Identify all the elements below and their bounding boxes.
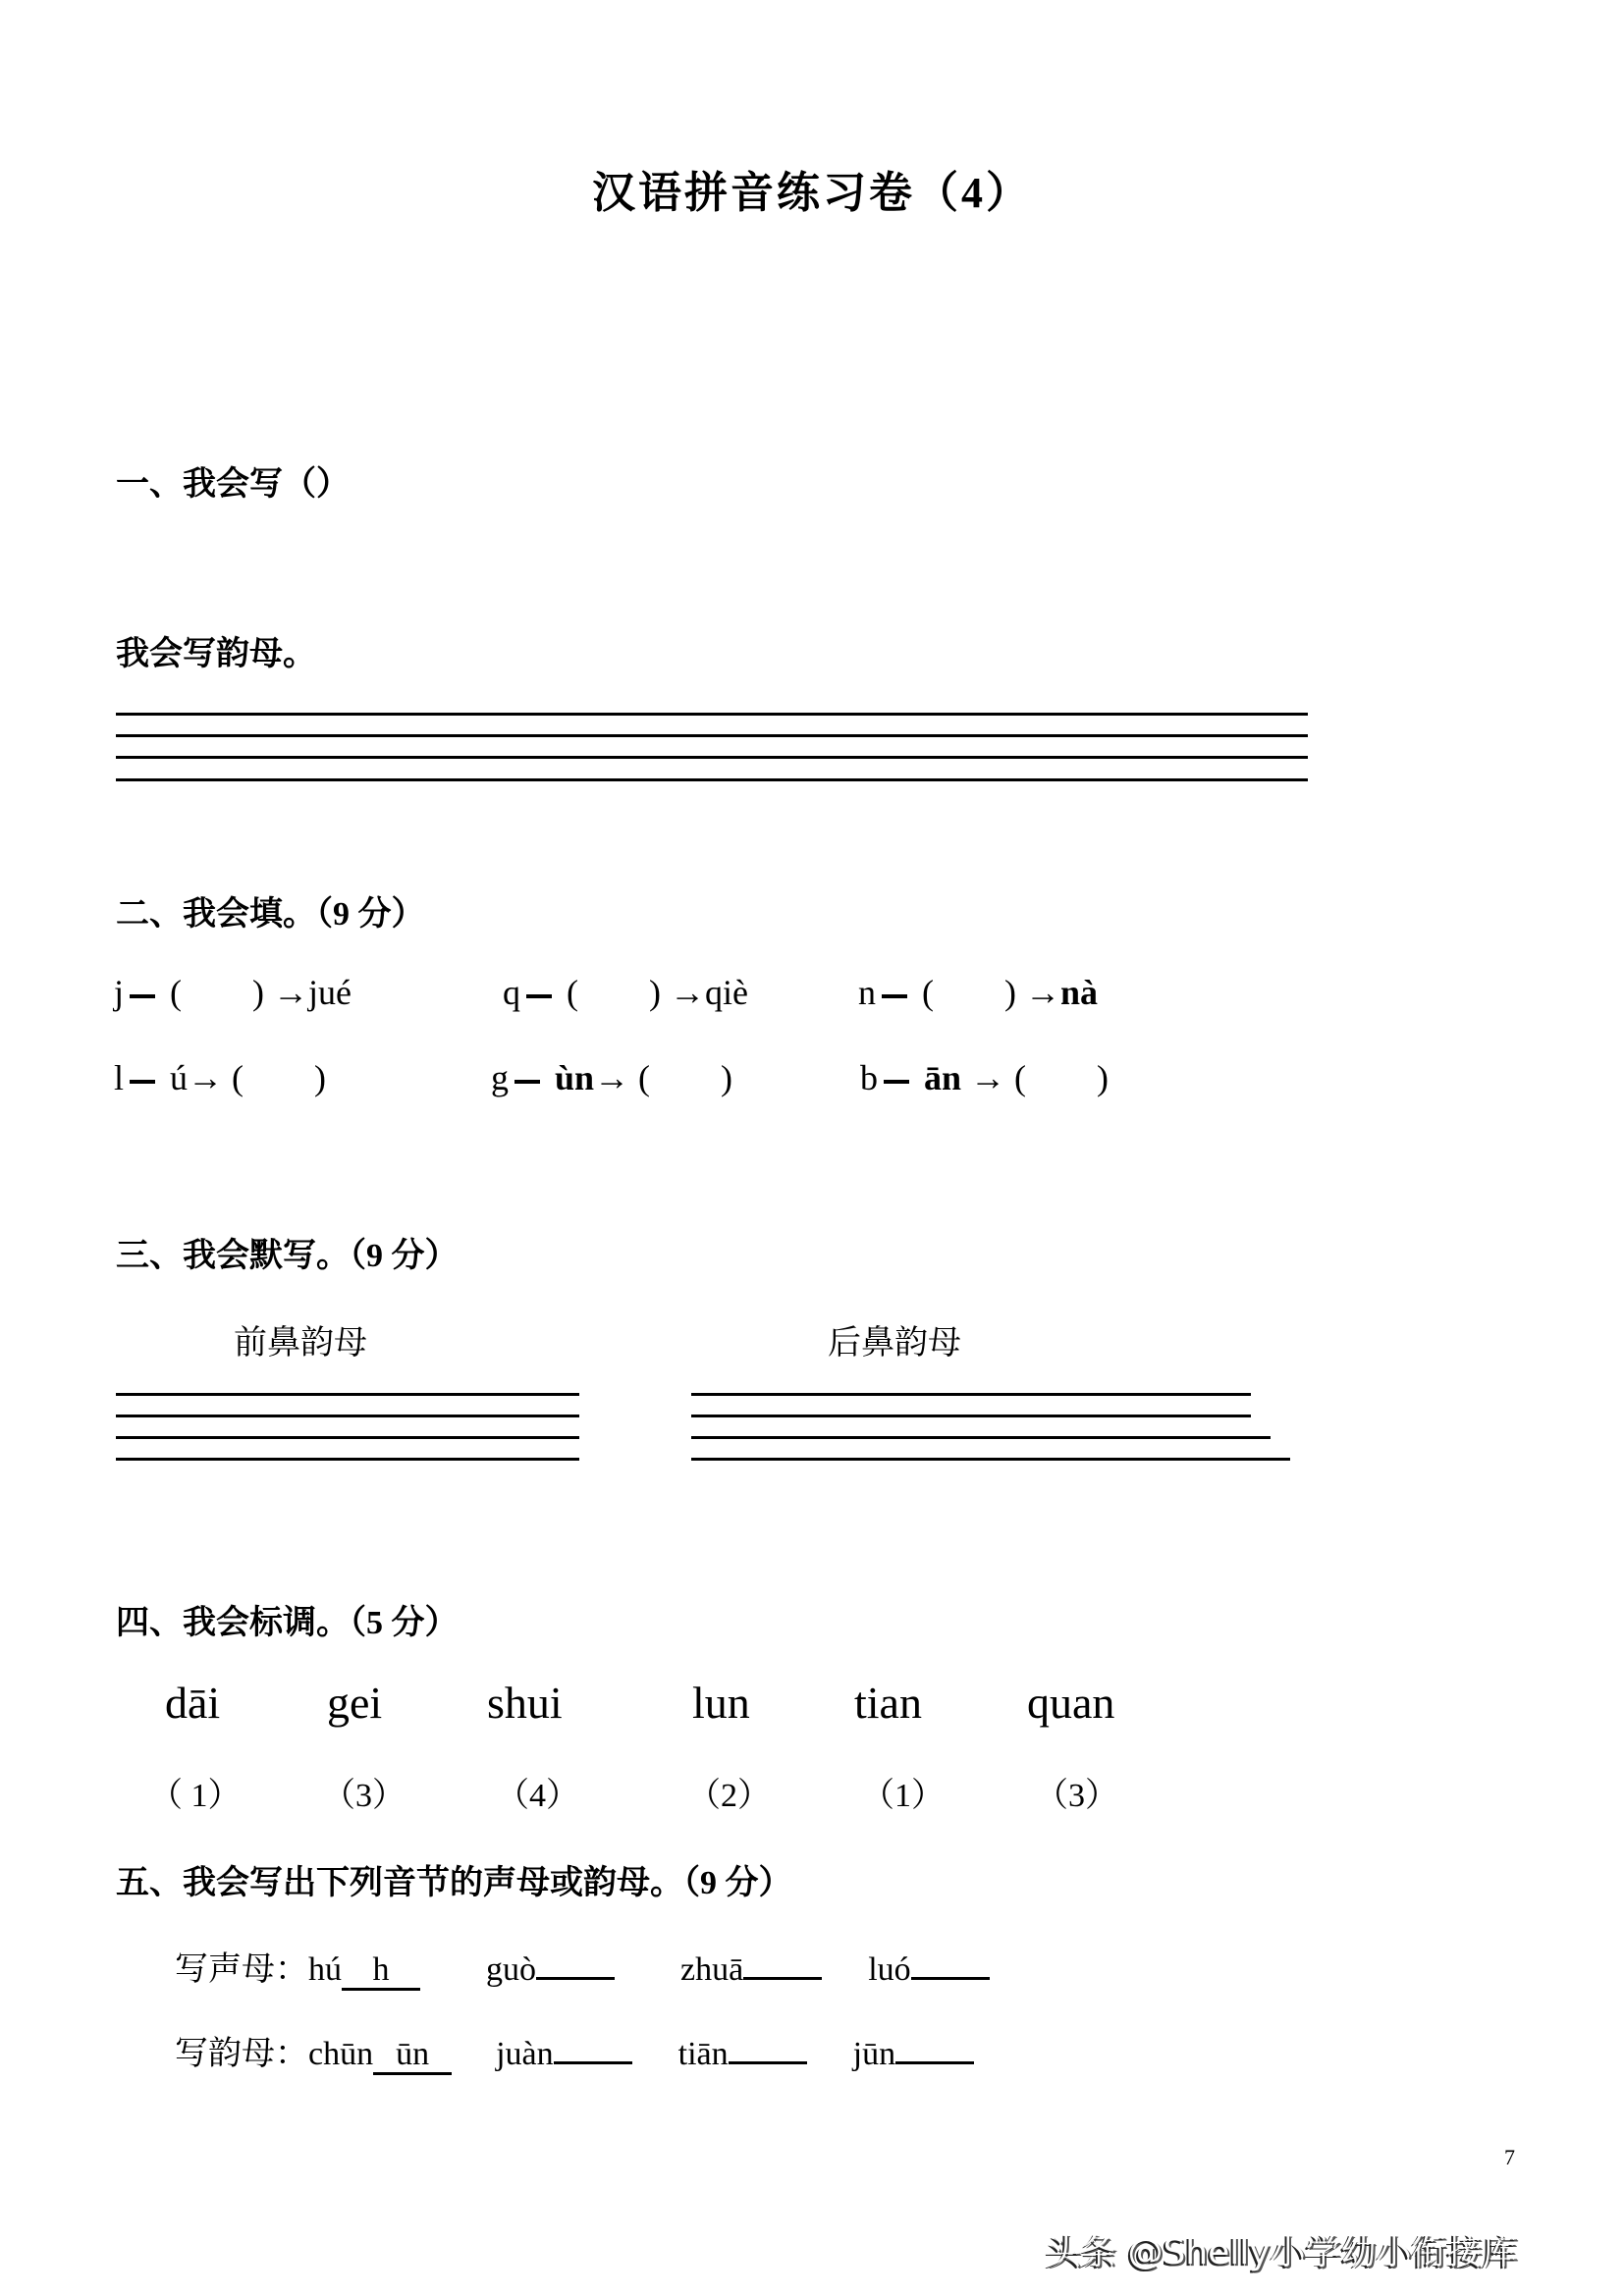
final: ān bbox=[924, 1058, 962, 1097]
writing-line bbox=[691, 1436, 1271, 1439]
writing-line bbox=[116, 1436, 579, 1439]
syllable: luó bbox=[868, 1951, 911, 1988]
dash-icon bbox=[882, 994, 907, 998]
writing-line bbox=[691, 1415, 1251, 1417]
initial: g bbox=[491, 1058, 509, 1097]
dash-icon bbox=[130, 994, 155, 998]
dash-icon bbox=[526, 994, 552, 998]
section2-heading: 二、我会填。（9 分） bbox=[116, 896, 425, 933]
fill-item bbox=[491, 1057, 732, 1098]
arrow-icon: → bbox=[669, 973, 705, 1012]
writing-line bbox=[116, 756, 1308, 759]
answer-blank[interactable] bbox=[536, 1977, 615, 1980]
answer-blank[interactable] bbox=[743, 1977, 822, 1980]
section1-subheading: 我会写韵母。 bbox=[116, 636, 316, 672]
result: qiè bbox=[704, 973, 748, 1012]
dash-icon bbox=[884, 1080, 909, 1084]
section3-heading: 三、我会默写。（9 分） bbox=[116, 1238, 459, 1274]
tone-number: （4） bbox=[496, 1778, 579, 1814]
tone-syllable: shui bbox=[487, 1678, 563, 1728]
answer-blank[interactable]: ( ) bbox=[170, 973, 264, 1012]
writing-line bbox=[116, 734, 1308, 737]
arrow-icon: → bbox=[188, 1058, 224, 1097]
arrow-icon: → bbox=[273, 973, 308, 1012]
result: jué bbox=[308, 973, 352, 1012]
arrow-icon: → bbox=[970, 1058, 1006, 1097]
initial: j bbox=[114, 973, 125, 1012]
finals-label: 写韵母： bbox=[175, 2036, 308, 2072]
answer-blank[interactable]: ūn bbox=[373, 2036, 452, 2075]
section4-heading: 四、我会标调。（5 分） bbox=[116, 1605, 459, 1641]
fill-item bbox=[858, 972, 1098, 1013]
writing-line bbox=[116, 1458, 579, 1461]
answer-blank[interactable] bbox=[554, 2061, 632, 2064]
back-nasal-label: 后鼻韵母 bbox=[828, 1325, 961, 1362]
syllable: zhuā bbox=[680, 1951, 744, 1988]
tone-syllable: dāi bbox=[165, 1678, 221, 1728]
finals-row bbox=[175, 2026, 974, 2075]
arrow-icon: → bbox=[1024, 973, 1060, 1012]
tone-syllable: tian bbox=[854, 1678, 922, 1728]
final: ùn bbox=[555, 1058, 595, 1097]
answer-blank[interactable] bbox=[911, 1977, 990, 1980]
initials-label: 写声母： bbox=[175, 1951, 308, 1988]
section5-heading: 五、我会写出下列音节的声母或韵母。（9 分） bbox=[116, 1865, 792, 1901]
writing-line bbox=[116, 1415, 579, 1417]
page-number: 7 bbox=[1504, 2145, 1515, 2169]
tone-syllable: gei bbox=[327, 1678, 383, 1728]
initial: q bbox=[503, 973, 520, 1012]
tone-number: （1） bbox=[861, 1778, 945, 1814]
section1-heading: 一、我会写（） bbox=[116, 466, 350, 503]
fill-item bbox=[503, 972, 748, 1013]
initial: n bbox=[858, 973, 876, 1012]
answer-blank[interactable]: ( ) bbox=[232, 1058, 326, 1097]
writing-line bbox=[116, 778, 1308, 781]
watermark: 头条 @Shelly小学幼小衔接库 bbox=[1046, 2232, 1518, 2272]
syllable: juàn bbox=[496, 2036, 554, 2072]
answer-blank[interactable]: h bbox=[342, 1951, 420, 1991]
arrow-icon: → bbox=[594, 1058, 630, 1097]
syllable: tiān bbox=[677, 2036, 729, 2072]
syllable: guò bbox=[486, 1951, 536, 1988]
syllable: jūn bbox=[852, 2036, 896, 2072]
writing-line bbox=[691, 1458, 1290, 1461]
initial: l bbox=[114, 1058, 125, 1097]
front-nasal-label: 前鼻韵母 bbox=[234, 1325, 367, 1362]
initials-row bbox=[175, 1942, 990, 1991]
tone-syllable: lun bbox=[692, 1678, 750, 1728]
final: ú bbox=[170, 1058, 189, 1097]
tone-number: （3） bbox=[1035, 1778, 1118, 1814]
answer-blank[interactable]: ( ) bbox=[567, 973, 661, 1012]
syllable: hú bbox=[308, 1951, 342, 1988]
fill-item bbox=[114, 1057, 326, 1098]
writing-line bbox=[116, 713, 1308, 716]
writing-line bbox=[691, 1393, 1251, 1396]
dash-icon bbox=[514, 1080, 540, 1084]
worksheet-title: 汉语拼音练习卷（4） bbox=[592, 169, 1032, 217]
syllable: chūn bbox=[308, 2036, 374, 2072]
answer-blank[interactable] bbox=[729, 2061, 807, 2064]
tone-number: （3） bbox=[322, 1778, 406, 1814]
answer-blank[interactable]: ( ) bbox=[922, 973, 1016, 1012]
answer-blank[interactable]: ( ) bbox=[1014, 1058, 1110, 1097]
tone-number: （ 1） bbox=[149, 1778, 242, 1814]
initial: b bbox=[860, 1058, 878, 1097]
dash-icon bbox=[130, 1080, 155, 1084]
fill-item bbox=[860, 1057, 1109, 1098]
answer-blank[interactable]: ( ) bbox=[638, 1058, 733, 1097]
tone-syllable: quan bbox=[1027, 1678, 1115, 1728]
result: nà bbox=[1059, 973, 1099, 1012]
writing-line bbox=[116, 1393, 579, 1396]
answer-blank[interactable] bbox=[895, 2061, 974, 2064]
tone-number: （2） bbox=[687, 1778, 771, 1814]
fill-item bbox=[114, 972, 352, 1013]
